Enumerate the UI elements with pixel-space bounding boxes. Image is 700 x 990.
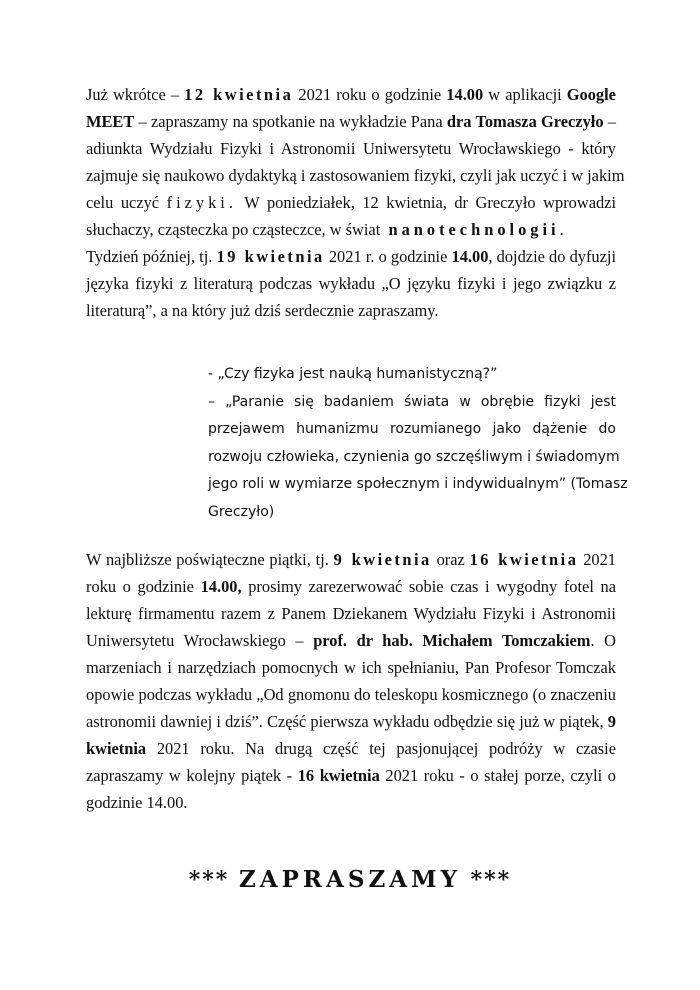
text-line: słuchaczy, cząsteczka po cząsteczce, w świat nanotechnologii.: [86, 220, 564, 239]
text-line: W najbliższe poświąteczne piątki, tj. 9 kwietnia oraz 16 kwietnia 2021: [86, 550, 616, 569]
text-line: adiunkta Wydziału Fizyki i Astronomii Uniwersytetu Wrocławskiego - który: [86, 139, 616, 158]
announcement-paragraph-2: [86, 546, 616, 816]
quote-line: – „Paranie się badaniem świata w obrębie fizyki jest: [208, 393, 616, 410]
quote-line: rozwoju człowieka, czynienia go szczęśliwym i świadomym: [208, 448, 620, 465]
text-line: języka fizyki z literaturą podczas wykładu „O języku fizyki i jego związku z: [86, 274, 616, 293]
quote-block: [208, 361, 628, 526]
text-line: celu uczyć fizyki. W poniedziałek, 12 kwietnia, dr Greczyło wprowadzi: [86, 193, 616, 212]
announcement-paragraph-1: [86, 81, 625, 324]
quote-question: - „Czy fizyka jest nauką humanistyczną?”: [208, 366, 498, 382]
invitation-word: ZAPRASZAMY: [238, 866, 461, 893]
text-line: roku o godzinie 14.00, prosimy zarezerwować sobie czas i wygodny fotel na: [86, 577, 616, 596]
text-line: MEET – zapraszamy na spotkanie na wykładzie Pana dra Tomasza Greczyło –: [86, 112, 616, 131]
text-line: astronomii dawniej i dziś”. Część pierwsza wykładu odbędzie się już w piątek, 9: [86, 712, 616, 731]
stars-right: ***: [470, 867, 512, 893]
text-line: zapraszamy w kolejny piątek - 16 kwietnia 2021 roku - o stałej porze, czyli o: [86, 766, 617, 785]
stars-left: ***: [188, 867, 230, 893]
text-line: opowie podczas wykładu „Od gnomonu do teleskopu kosmicznego (o znaczeniu: [86, 685, 616, 704]
quote-line: przejawem humanizmu rozumianego jako dążenie do: [208, 421, 616, 437]
quote-line: jego roli w wymiarze społecznym i indywidualnym” (Tomasz: [208, 476, 628, 492]
text-line: godzinie 14.00.: [86, 793, 188, 812]
closing-banner: [0, 866, 700, 893]
text-line: lekturę firmamentu razem z Panem Dziekanem Wydziału Fizyki i Astronomii: [86, 604, 616, 623]
text-line: Uniwersytetu Wrocławskiego – prof. dr hab. Michałem Tomczakiem. O: [86, 631, 616, 650]
text-line: literaturą”, a na który już dziś serdecznie zapraszamy.: [86, 301, 439, 320]
text-line: Tydzień później, tj. 19 kwietnia 2021 r. o godzinie 14.00, dojdzie do dyfuzji: [86, 247, 616, 266]
quote-author: Greczyło): [208, 503, 275, 520]
text-line: zajmuje się naukowo dydaktyką i zastosowaniem fizyki, czyli jak uczyć i w jakim: [86, 166, 625, 185]
text-line: Już wkrótce – 12 kwietnia 2021 roku o godzinie 14.00 w aplikacji Google: [86, 85, 616, 104]
text-line: kwietnia 2021 roku. Na drugą część tej pasjonującej podróży w czasie: [86, 739, 616, 758]
text-line: marzeniach i narzędziach pomocnych w ich spełnianiu, Pan Profesor Tomczak: [86, 658, 616, 677]
